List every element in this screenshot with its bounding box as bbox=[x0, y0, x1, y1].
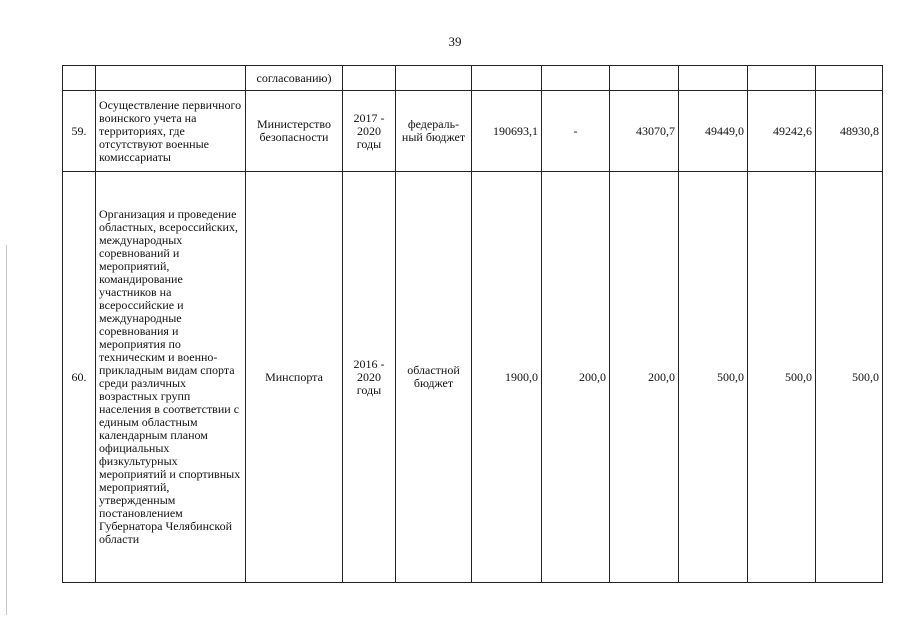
row-number: 60. bbox=[63, 172, 96, 583]
executor: Министерство безопасности bbox=[246, 91, 343, 172]
scan-edge-line bbox=[6, 245, 7, 615]
executor-continuation: согласованию) bbox=[246, 66, 343, 91]
total-amount: 190693,1 bbox=[472, 91, 542, 172]
amount-2019: 49242,6 bbox=[748, 91, 816, 172]
funding-source: федераль- ный бюджет bbox=[396, 91, 472, 172]
period: 2017 - 2020 годы bbox=[343, 91, 396, 172]
activity-name: Осуществление первичного воинского учета на территориях, где отсутствуют военные комиссариаты bbox=[96, 91, 246, 172]
table-cell bbox=[542, 66, 610, 91]
table-cell bbox=[96, 66, 246, 91]
page-number: 39 bbox=[448, 34, 462, 49]
table-row bbox=[63, 91, 883, 172]
row-number: 59. bbox=[63, 91, 96, 172]
executor: Минспорта bbox=[246, 172, 343, 583]
program-table bbox=[62, 65, 883, 583]
amount-2018: 500,0 bbox=[679, 172, 748, 583]
amount-2020: 48930,8 bbox=[816, 91, 883, 172]
period: 2016 - 2020 годы bbox=[343, 172, 396, 583]
amount-2020: 500,0 bbox=[816, 172, 883, 583]
total-amount: 1900,0 bbox=[472, 172, 542, 583]
table-cell bbox=[679, 66, 748, 91]
table-cell bbox=[472, 66, 542, 91]
table-cell bbox=[816, 66, 883, 91]
table-row-continuation bbox=[63, 66, 883, 91]
table-cell bbox=[343, 66, 396, 91]
amount-2018: 49449,0 bbox=[679, 91, 748, 172]
amount-2019: 500,0 bbox=[748, 172, 816, 583]
amount-2016: - bbox=[542, 91, 610, 172]
table-row bbox=[63, 172, 883, 583]
amount-2017: 43070,7 bbox=[610, 91, 679, 172]
table-cell bbox=[63, 66, 96, 91]
amount-2017: 200,0 bbox=[610, 172, 679, 583]
table-cell bbox=[610, 66, 679, 91]
funding-source: областной бюджет bbox=[396, 172, 472, 583]
activity-name: Организация и проведение областных, всероссийских, международных соревнований и мероприятий, командирование участников на всероссийские и международные соревнования и мероприятия по техническим и военно-прикладным видам спорта среди различных возрастных групп населения в соответствии с единым областным календарным планом официальных физкультурных мероприятий и спортивных мероприятий, утвержденным постановлением Губернатора Челябинской области bbox=[96, 172, 246, 583]
table-cell bbox=[396, 66, 472, 91]
table-cell bbox=[748, 66, 816, 91]
amount-2016: 200,0 bbox=[542, 172, 610, 583]
